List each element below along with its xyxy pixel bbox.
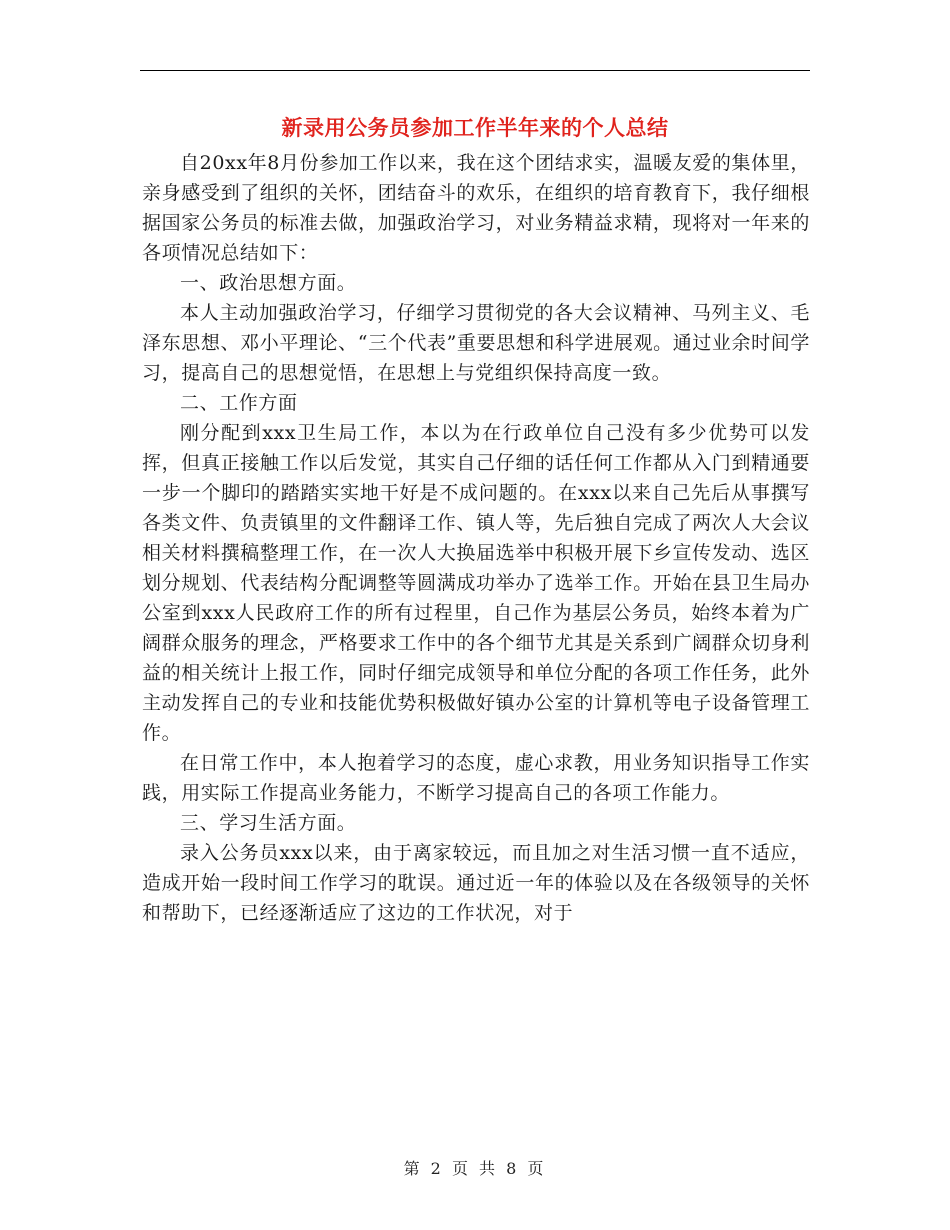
section-body-politics: 本人主动加强政治学习，仔细学习贯彻党的各大会议精神、马列主义、毛泽东思想、邓小平理论、“三个代表”重要思想和科学进展观。通过业余时间学习，提高自己的思想觉悟，在思想上与党组织保持高度一致。 [142,302,810,384]
section-body-work: 刚分配到xxx卫生局工作，本以为在行政单位自己没有多少优势可以发挥，但真正接触工作以后发觉，其实自己仔细的话任何工作都从入门到精通要一步一个脚印的踏踏实实地干好是不成问题的。在xxx以来自己先后从事撰写各类文件、负责镇里的文件翻译工作、镇人等，先后独自完成了两次人大会议相关材料撰稿整理工作，在一次人大换届选举中积极开展下乡宣传发动、选区划分规划、代表结构分配调整等圆满成功举办了选举工作。开始在县卫生局办公室到xxx人民政府工作的所有过程里，自己作为基层公务员，始终本着为广阔群众服务的理念，严格要求工作中的各个细节尤其是关系到广阔群众切身利益的相关统计上报工作，同时仔细完成领导和单位分配的各项工作任务，此外主动发挥自己的专业和技能优势积极做好镇办公室的计算机等电子设备管理工作。 [142,422,810,744]
header-rule [140,70,810,71]
document-body [142,148,810,928]
page-number-footer: 第 2 页 共 8 页 [403,1159,547,1178]
section-body-study-life: 录入公务员xxx以来，由于离家较远，而且加之对生活习惯一直不适应，造成开始一段时间工作学习的耽误。通过近一年的体验以及在各级领导的关怀和帮助下，已经逐渐适应了这边的工作状况，对于 [142,842,810,924]
section-heading-study-life: 三、学习生活方面。 [180,812,357,834]
section-body-work-daily: 在日常工作中，本人抱着学习的态度，虚心求教，用业务知识指导工作实践，用实际工作提高业务能力，不断学习提高自己的各项工作能力。 [142,752,810,804]
document-title: 新录用公务员参加工作半年来的个人总结 [281,115,669,140]
section-heading-work: 二、工作方面 [180,392,298,414]
intro-paragraph: 自20xx年8月份参加工作以来，我在这个团结求实，温暖友爱的集体里，亲身感受到了组织的关怀，团结奋斗的欢乐，在组织的培育教育下，我仔细根据国家公务员的标准去做，加强政治学习，对业务精益求精，现将对一年来的各项情况总结如下： [142,152,810,264]
section-heading-politics: 一、政治思想方面。 [180,272,357,294]
